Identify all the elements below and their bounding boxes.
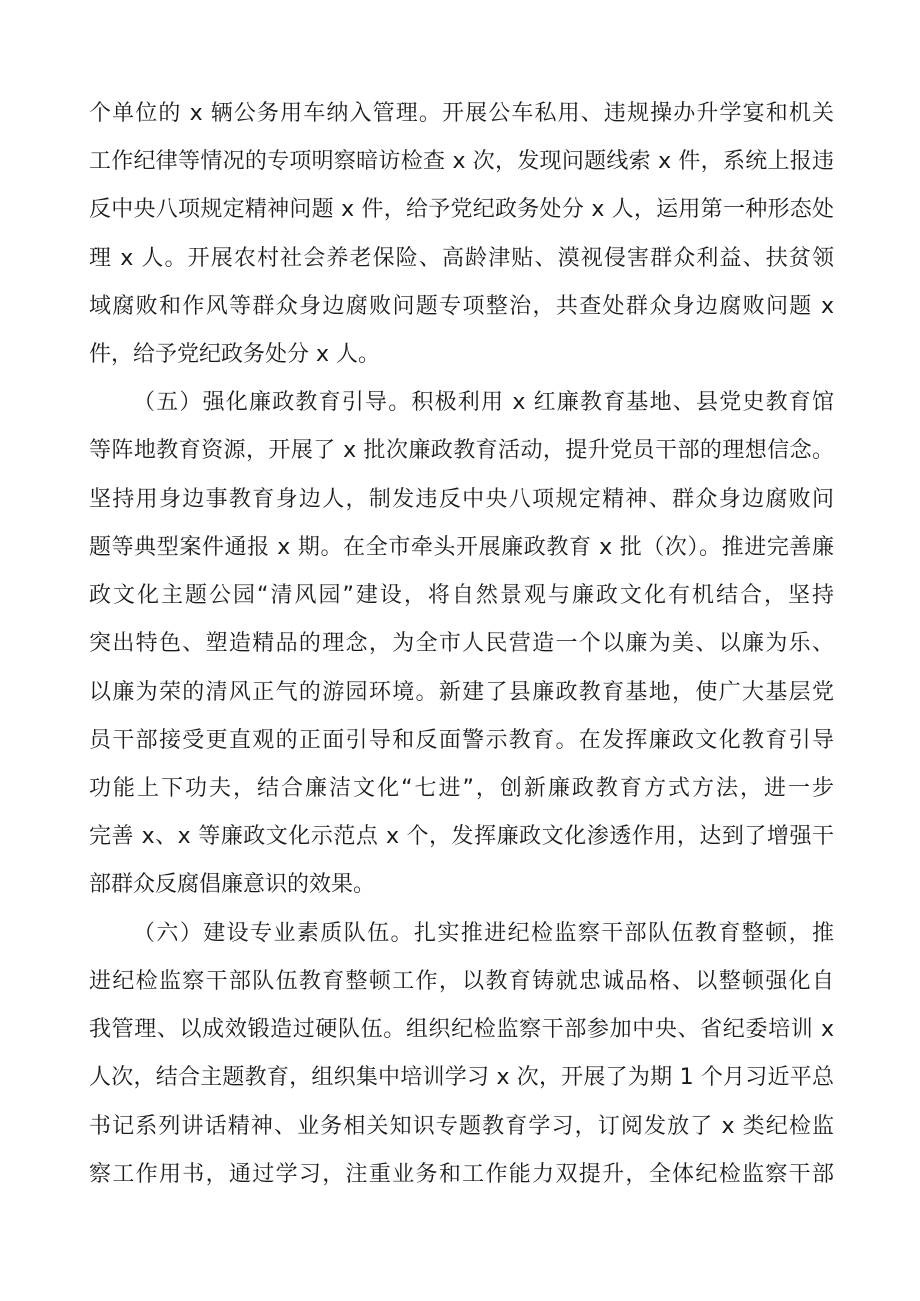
- text-line: 以廉为荣的清风正气的游园环境。新建了县廉政教育基地，使广大基层党: [89, 680, 834, 705]
- text-line: 人次，结合主题教育，组织集中培训学习 x 次，开展了为期 1 个月习近平总: [89, 1065, 834, 1090]
- text-line: 书记系列讲话精神、业务相关知识专题教育学习，订阅发放了 x 类纪检监: [89, 1114, 834, 1139]
- text-line: 等阵地教育资源，开展了 x 批次廉政教育活动，提升党员干部的理想信念。: [89, 438, 834, 463]
- text-line: 个单位的 x 辆公务用车纳入管理。开展公车私用、违规操办升学宴和机关: [89, 101, 834, 126]
- text-line: 突出特色、塑造精品的理念，为全市人民营造一个以廉为美、以廉为乐、: [89, 631, 834, 656]
- text-line: 员干部接受更直观的正面引导和反面警示教育。在发挥廉政文化教育引导: [89, 728, 834, 753]
- text-line: 反中央八项规定精神问题 x 件，给予党纪政务处分 x 人，运用第一种形态处: [89, 197, 834, 222]
- text-line: 进纪检监察干部队伍教育整顿工作，以教育铸就忠诚品格、以整顿强化自: [89, 969, 834, 994]
- text-line: 题等典型案件通报 x 期。在全市牵头开展廉政教育 x 批（次）。推进完善廉: [89, 535, 834, 560]
- text-line: 我管理、以成效锻造过硬队伍。组织纪检监察干部参加中央、省纪委培训 x: [89, 1017, 834, 1042]
- text-line: 件，给予党纪政务处分 x 人。: [89, 342, 381, 367]
- text-line: 政文化主题公园“清风园”建设，将自然景观与廉政文化有机结合，坚持: [89, 583, 834, 608]
- text-line: 察工作用书，通过学习，注重业务和工作能力双提升，全体纪检监察干部: [89, 1162, 834, 1187]
- text-line: 完善 x、x 等廉政文化示范点 x 个，发挥廉政文化渗透作用，达到了增强干: [89, 824, 834, 849]
- section-heading-line: （五）强化廉政教育引导。积极利用 x 红廉教育基地、县党史教育馆: [133, 390, 834, 415]
- section-heading-line: （六）建设专业素质队伍。扎实推进纪检监察干部队伍教育整顿，推: [133, 921, 834, 946]
- text-line: 域腐败和作风等群众身边腐败问题专项整治，共查处群众身边腐败问题 x: [89, 294, 834, 319]
- text-line: 功能上下功夫，结合廉洁文化“七进”，创新廉政教育方式方法，进一步: [89, 776, 834, 801]
- text-line: 部群众反腐倡廉意识的效果。: [89, 872, 376, 897]
- text-line: 坚持用身边事教育身边人，制发违反中央八项规定精神、群众身边腐败问: [89, 487, 834, 512]
- text-line: 理 x 人。开展农村社会养老保险、高龄津贴、漠视侵害群众利益、扶贫领: [89, 246, 834, 271]
- text-line: 工作纪律等情况的专项明察暗访检查 x 次，发现问题线索 x 件，系统上报违: [89, 149, 834, 174]
